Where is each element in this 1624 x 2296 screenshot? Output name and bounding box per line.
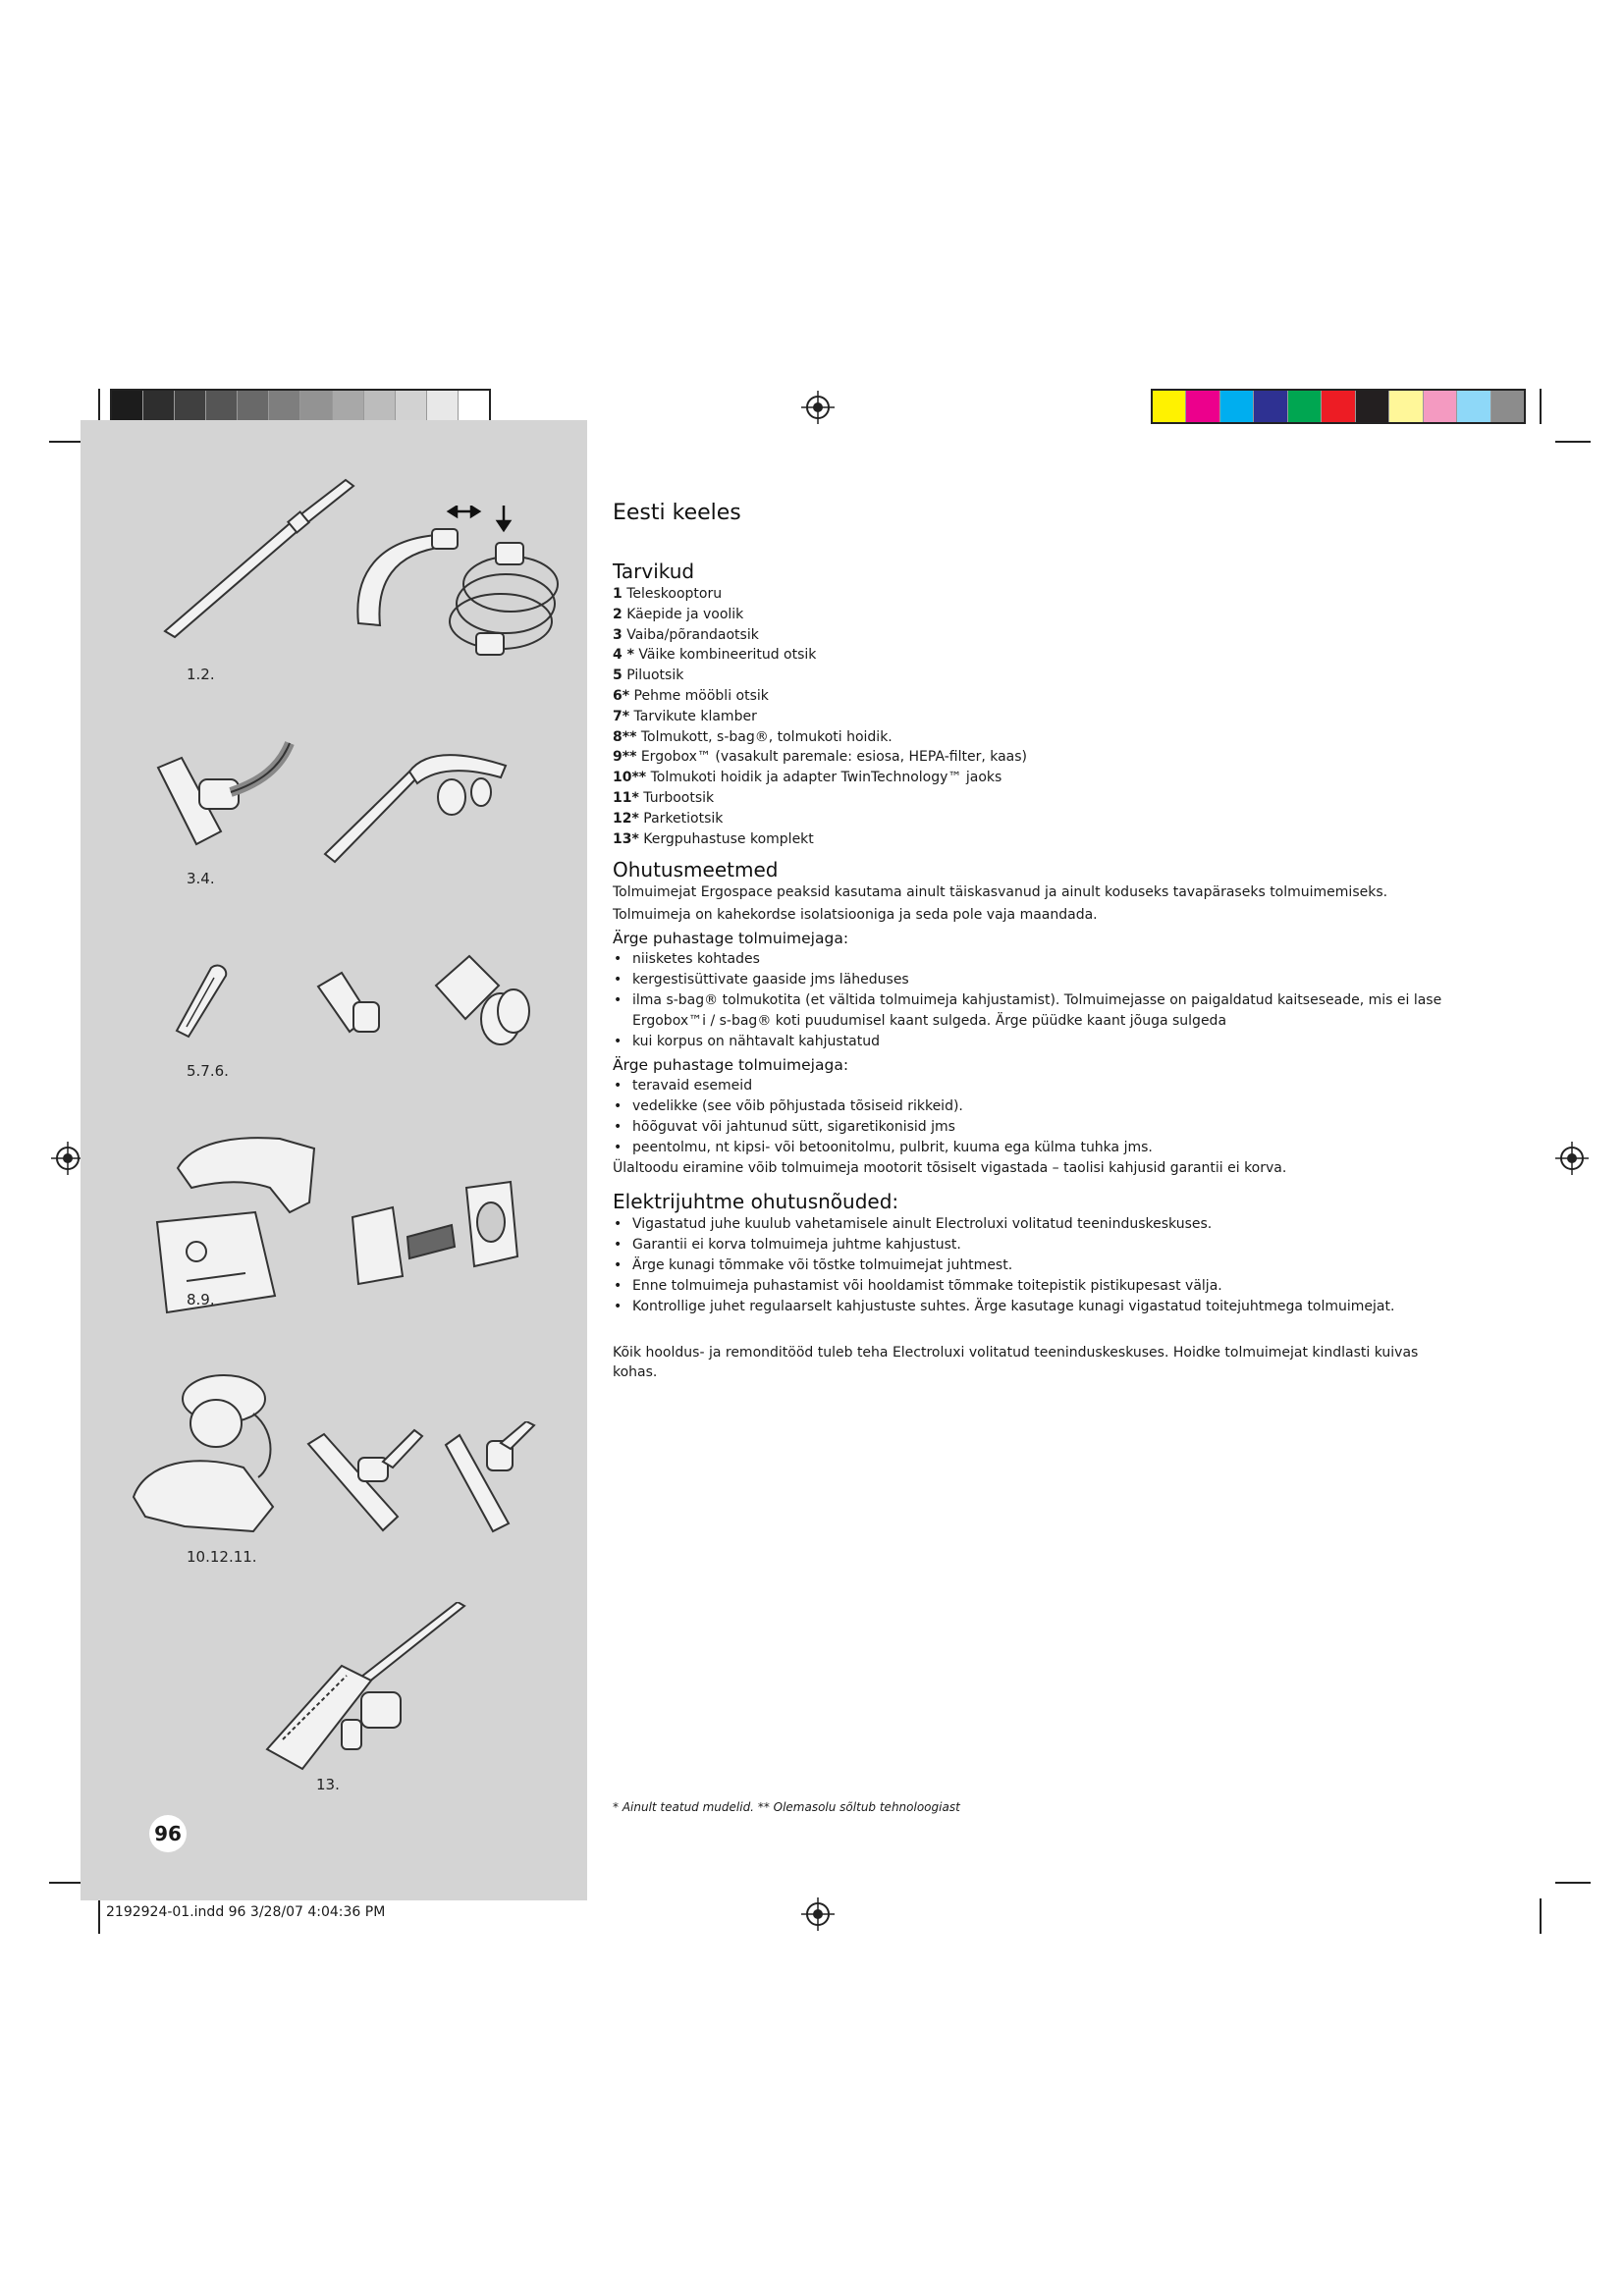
accessory-number: 6* (613, 687, 630, 704)
figure-label: 13. (316, 1776, 340, 1793)
crop-mark (49, 1882, 84, 1884)
warning-item: • vedelikke (see võib põhjustada tõsiseid rikkeid). (613, 1096, 1457, 1117)
gray-swatch (143, 391, 175, 422)
figure-label: 5.7.6. (187, 1062, 229, 1080)
accessory-label: Piluotsik (622, 667, 684, 684)
warning-item: • peentolmu, nt kipsi- või betoonitolmu, pulbrit, kuuma ega külma tuhka jms. (613, 1138, 1457, 1158)
warning-item: • hõõguvat või jahtunud sütt, sigaretikonisid jms (613, 1117, 1457, 1138)
color-swatch (1322, 391, 1355, 422)
accessory-label: Kergpuhastuse komplekt (638, 830, 814, 847)
figure-label: 1.2. (187, 666, 215, 683)
cord-safety-item: • Ärge kunagi tõmmake või tõstke tolmuimejat juhtmest. (613, 1255, 1457, 1276)
safety-paragraph: Tolmuimeja on kahekordse isolatsiooniga ja seda pole vaja maandada. (613, 907, 1098, 924)
gray-swatch (300, 391, 332, 422)
accessory-item (613, 625, 1457, 646)
crevice-nozzle-illustration (167, 962, 236, 1041)
twin-technology-adapter-illustration (126, 1360, 283, 1541)
upholstery-nozzle-illustration (430, 950, 538, 1058)
color-swatch (1356, 391, 1389, 422)
color-swatch (1220, 391, 1254, 422)
color-swatch (1457, 391, 1490, 422)
accessory-item (613, 584, 1457, 605)
warning-item: • kergestisüttivate gaaside jms läheduses (613, 970, 1457, 990)
accessory-number: 13* (613, 830, 639, 847)
ergobox-illustration (349, 1178, 520, 1296)
gray-swatch (112, 391, 143, 422)
accessory-number: 1 (613, 586, 623, 602)
warning-item: • ilma s-bag® tolmukotita (et vältida tolmuimeja kahjustamist). Tolmuimejasse on paigaldatud kaitseseade, mis ei lase Ergobox™i / s-bag® koti puudumisel kaant sulgeda. Ärge püüdke kaant jõuga sulgeda (613, 990, 1457, 1032)
light-cleaning-kit-illustration (263, 1602, 469, 1779)
cord-safety-item: • Garantii ei korva tolmuimeja juhtme kahjustust. (613, 1235, 1457, 1255)
accessory-number: 10** (613, 770, 647, 786)
accessory-number: 12* (613, 810, 639, 827)
accessory-label: Parketiotsik (638, 810, 724, 827)
accessory-label: Pehme mööbli otsik (629, 687, 769, 704)
gray-swatch (206, 391, 238, 422)
cord-safety-list (613, 1214, 1457, 1317)
color-swatch (1153, 391, 1186, 422)
gray-swatch (427, 391, 459, 422)
accessory-item (613, 768, 1457, 788)
accessory-number: 3 (613, 626, 623, 643)
registration-target-icon (801, 1897, 835, 1931)
gray-swatch (364, 391, 396, 422)
accessory-label: Käepide ja voolik (622, 606, 744, 622)
gray-swatch (269, 391, 300, 422)
page-number: 96 (149, 1815, 187, 1852)
color-swatch (1424, 391, 1457, 422)
crop-mark (1540, 1898, 1542, 1934)
gray-swatch (333, 391, 364, 422)
cord-safety-item: • Vigastatud juhe kuulub vahetamisele ainult Electroluxi volitatud teeninduskeskuses. (613, 1214, 1457, 1235)
accessory-item (613, 666, 1457, 686)
accessory-item (613, 727, 1457, 748)
color-registration-strip (1151, 389, 1526, 424)
floor-nozzle-illustration (152, 738, 299, 866)
subheading-do-not-vacuum: Ärge puhastage tolmuimejaga: (613, 930, 849, 948)
gray-swatch (238, 391, 269, 422)
accessory-label: Tolmukott, s-bag®, tolmukoti hoidik. (636, 728, 893, 745)
accessory-number: 2 (613, 606, 623, 622)
accessory-number: 8** (613, 728, 637, 745)
accessory-item (613, 788, 1457, 809)
cord-safety-item: • Enne tolmuimeja puhastamist või hooldamist tõmmake toitepistik pistikupesast välja. (613, 1276, 1457, 1297)
color-swatch (1389, 391, 1423, 422)
registration-target-icon (51, 1142, 84, 1175)
warning-item: • teravaid esemeid (613, 1076, 1457, 1096)
section-heading-cord-safety: Elektrijuhtme ohutusnõuded: (613, 1190, 899, 1214)
accessory-item (613, 605, 1457, 625)
small-combination-nozzle-illustration (312, 967, 391, 1041)
accessory-item (613, 707, 1457, 727)
handle-and-hose-illustration (339, 506, 565, 667)
gray-swatch (175, 391, 206, 422)
turbo-nozzle-illustration (440, 1421, 538, 1534)
figure-label: 3.4. (187, 870, 215, 887)
section-heading-safety: Ohutusmeetmed (613, 858, 779, 882)
warning-item: • niisketes kohtades (613, 949, 1457, 970)
registration-target-icon (801, 391, 835, 424)
accessories-list (613, 584, 1457, 849)
color-swatch (1254, 391, 1287, 422)
accessory-label: Väike kombineeritud otsik (633, 647, 817, 664)
figure-label: 10.12.11. (187, 1548, 257, 1566)
accessory-item (613, 747, 1457, 768)
crop-mark (98, 389, 100, 424)
service-note: Kõik hooldus- ja remonditööd tuleb teha Electroluxi volitatud teeninduskeskuses. Hoidke tolmuimejat kindlasti kuivas kohas. (613, 1345, 1419, 1381)
crop-mark (49, 441, 84, 443)
text-column (613, 501, 1457, 1396)
crop-mark (98, 1898, 100, 1934)
accessory-item (613, 645, 1457, 666)
grayscale-registration-strip (110, 389, 491, 424)
accessory-label: Tarvikute klamber (629, 708, 757, 724)
color-swatch (1186, 391, 1219, 422)
accessory-label: Vaiba/põrandaotsik (622, 626, 759, 643)
warning-item: • kui korpus on nähtavalt kahjustatud (613, 1032, 1457, 1052)
accessory-label: Tolmukoti hoidik ja adapter TwinTechnology™ jaoks (646, 770, 1002, 786)
crop-mark (1540, 389, 1542, 424)
accessory-item (613, 809, 1457, 829)
s-bag-illustration (147, 1202, 285, 1320)
accessory-number: 5 (613, 667, 623, 684)
subheading-do-not-vacuum: Ärge puhastage tolmuimejaga: (613, 1056, 849, 1075)
registration-target-icon (1555, 1142, 1589, 1175)
color-swatch (1288, 391, 1322, 422)
page-title: Eesti keeles (613, 501, 741, 525)
color-swatch (1491, 391, 1524, 422)
gray-swatch (459, 391, 489, 422)
print-slug: 2192924-01.indd 96 3/28/07 4:04:36 PM (106, 1904, 386, 1920)
safety-paragraph: Ülaltoodu eiramine võib tolmuimeja mootorit tõsiselt vigastada – taolisi kahjusid garantii ei korva. (613, 1160, 1287, 1177)
accessory-label: Ergobox™ (vasakult paremale: esiosa, HEPA-filter, kaas) (636, 749, 1028, 766)
accessory-number: 4 * (613, 647, 634, 664)
cord-safety-item: • Kontrollige juhet regulaarselt kahjustuste suhtes. Ärge kasutage kunagi vigastatud toitejuhtmega tolmuimejat. (613, 1297, 1457, 1317)
gray-swatch (396, 391, 427, 422)
crop-mark (1555, 441, 1591, 443)
accessory-number: 11* (613, 789, 639, 806)
section-heading-accessories: Tarvikud (613, 560, 695, 583)
safety-paragraph: Tolmuimejat Ergospace peaksid kasutama ainult täiskasvanud ja ainult koduseks tavapäraseks tolmuimemiseks. (613, 884, 1388, 901)
accessory-number: 9** (613, 749, 637, 766)
accessory-item (613, 829, 1457, 850)
footnote: * Ainult teatud mudelid. ** Olemasolu sõltub tehnoloogiast (613, 1800, 960, 1814)
accessory-number: 7* (613, 708, 630, 724)
accessory-label: Teleskooptoru (622, 586, 723, 602)
crop-mark (1555, 1882, 1591, 1884)
warning-list (613, 949, 1457, 1052)
handle-with-turbo-illustration (319, 738, 515, 866)
accessory-label: Turbootsik (638, 789, 715, 806)
parquet-nozzle-illustration (304, 1428, 427, 1536)
accessory-item (613, 686, 1457, 707)
figure-label: 8.9. (187, 1291, 215, 1308)
warning-list (613, 1076, 1457, 1158)
telescopic-tube-illustration (157, 476, 363, 643)
